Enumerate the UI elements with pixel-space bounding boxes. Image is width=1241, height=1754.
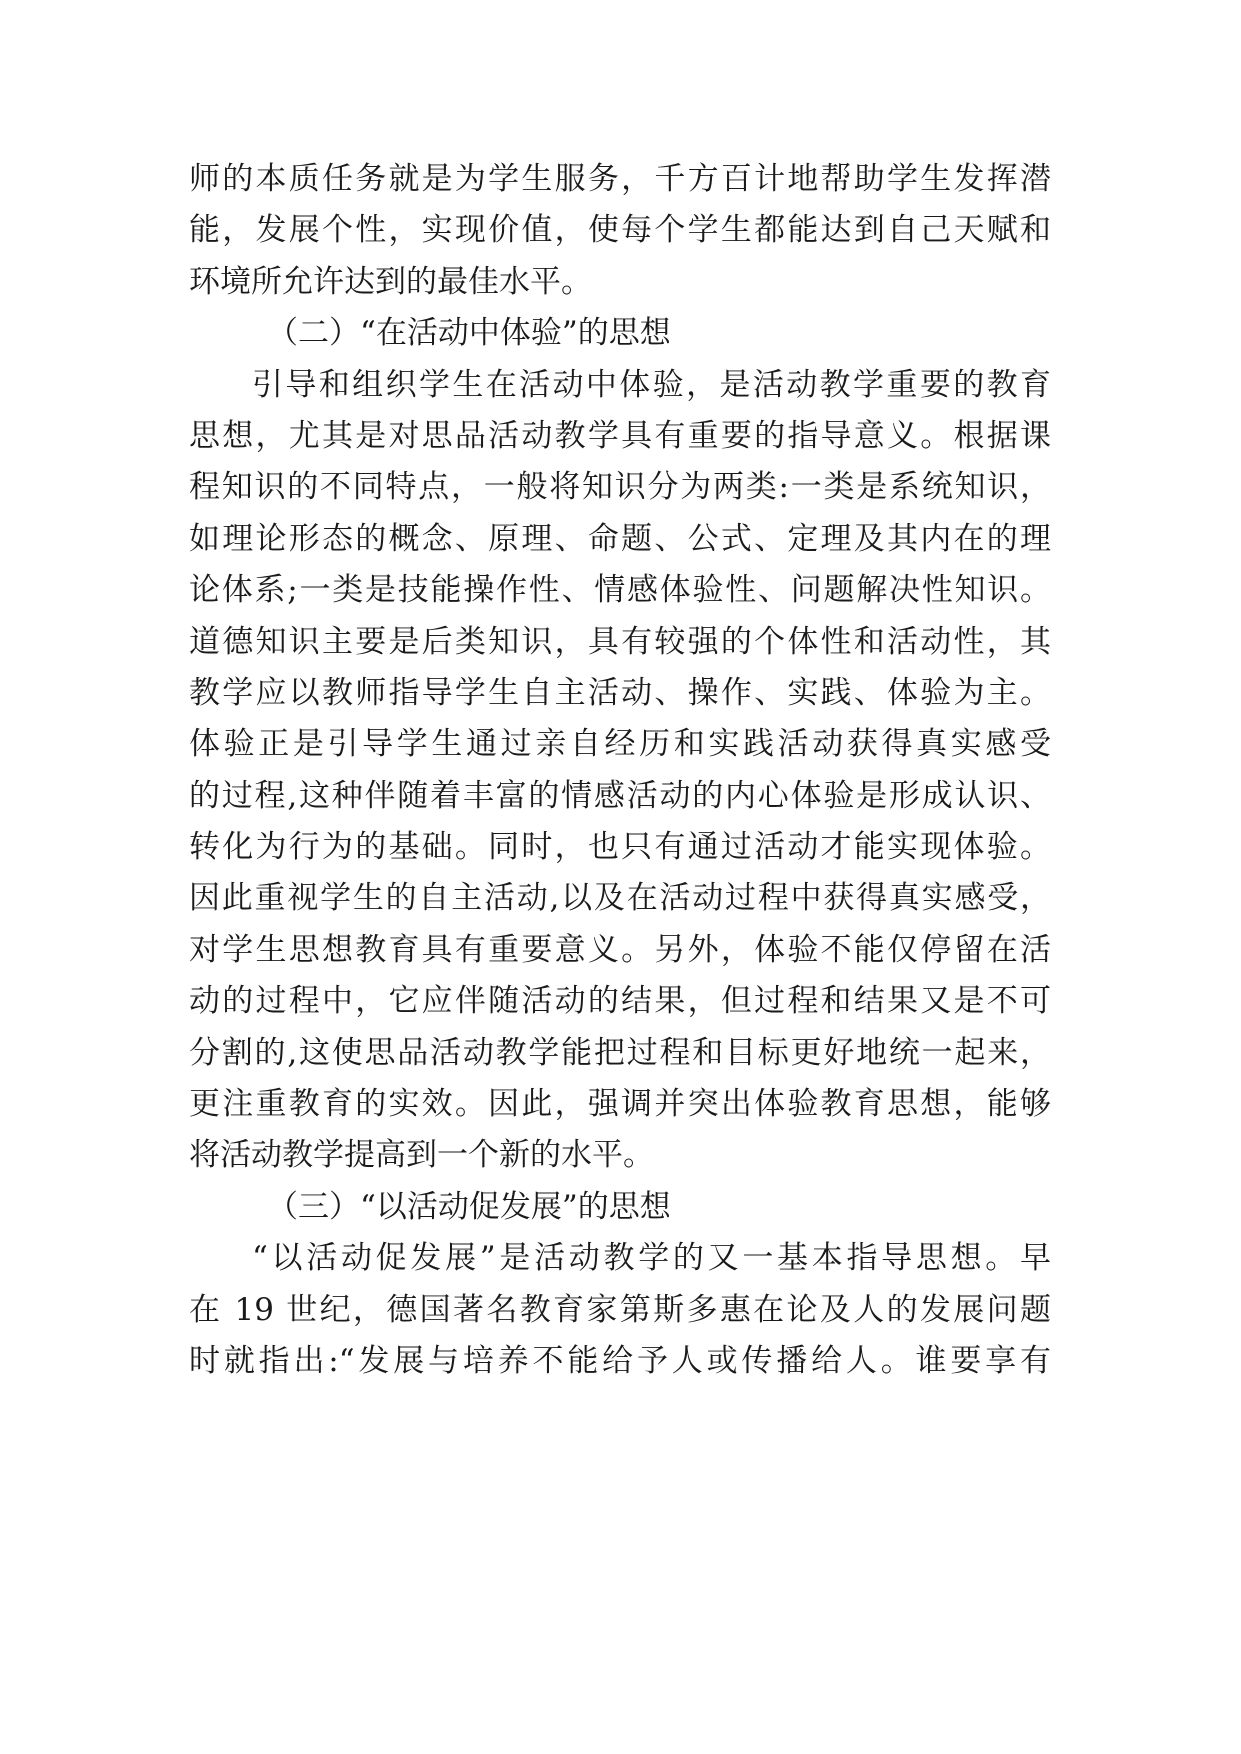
text-line: 思想，尤其是对思品活动教学具有重要的指导意义。根据课 <box>189 417 1051 454</box>
text-line: “以活动促发展”是活动教学的又一基本指导思想。早 <box>252 1240 1051 1277</box>
text-line: 将活动教学提高到一个新的水平。 <box>189 1137 654 1174</box>
text-line: 因此重视学生的自主活动,以及在活动过程中获得真实感受， <box>189 880 1051 917</box>
text-line: 引导和组织学生在活动中体验，是活动教学重要的教育 <box>252 366 1051 403</box>
text-line: 程知识的不同特点，一般将知识分为两类:一类是系统知识， <box>189 469 1051 506</box>
text-line: 对学生思想教育具有重要意义。另外，体验不能仅停留在活 <box>189 931 1051 968</box>
text-line: 时就指出:“发展与培养不能给予人或传播给人。谁要享有 <box>189 1342 1051 1379</box>
text-line: 转化为行为的基础。同时，也只有通过活动才能实现体验。 <box>189 829 1051 866</box>
text-line: 环境所允许达到的最佳水平。 <box>189 263 592 300</box>
text-line: 动的过程中，它应伴随活动的结果，但过程和结果又是不可 <box>189 983 1051 1020</box>
text-line: 的过程,这种伴随着丰富的情感活动的内心体验是形成认识、 <box>189 777 1051 814</box>
body-text <box>189 154 1051 1387</box>
section-heading: （二）“在活动中体验”的思想 <box>267 315 671 352</box>
text-line: 能，发展个性，实现价值，使每个学生都能达到自己天赋和 <box>189 212 1051 249</box>
text-line: 师的本质任务就是为学生服务，千方百计地帮助学生发挥潜 <box>189 161 1051 197</box>
text-line: 体验正是引导学生通过亲自经历和实践活动获得真实感受 <box>189 726 1051 763</box>
text-line: 论体系;一类是技能操作性、情感体验性、问题解决性知识。 <box>189 572 1051 609</box>
text-line: 在 19 世纪，德国著名教育家第斯多惠在论及人的发展问题 <box>189 1291 1051 1328</box>
text-line: 教学应以教师指导学生自主活动、操作、实践、体验为主。 <box>189 674 1051 711</box>
text-line: 道德知识主要是后类知识，具有较强的个体性和活动性，其 <box>189 623 1051 660</box>
text-line: 如理论形态的概念、原理、命题、公式、定理及其内在的理 <box>189 520 1051 557</box>
text-line: 更注重教育的实效。因此，强调并突出体验教育思想，能够 <box>189 1086 1051 1123</box>
section-heading: （三）“以活动促发展”的思想 <box>267 1188 671 1225</box>
text-line: 分割的,这使思品活动教学能把过程和目标更好地统一起来， <box>189 1034 1051 1071</box>
